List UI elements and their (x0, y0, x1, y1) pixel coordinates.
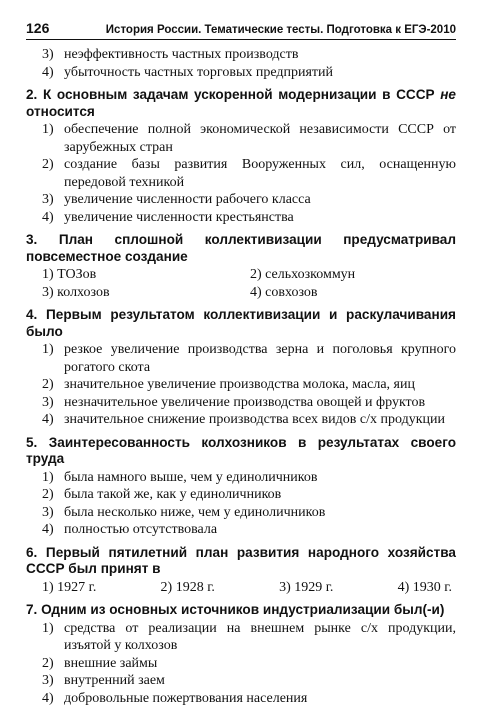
answer-option: 4) полностью отсутствовала (42, 522, 218, 537)
question-4 (26, 307, 456, 429)
question-2 (26, 87, 456, 226)
answer-option: 3) увеличение численности рабочего класса (42, 192, 311, 207)
answer-option: 2) значительное увеличение производства молока, масла, яиц (42, 377, 415, 392)
question-title: 2. К основным задачам ускоренной модернизации в СССР не относится (26, 87, 456, 119)
question-3 (26, 232, 456, 301)
answer-option: 4) совхозов (250, 284, 318, 300)
answer-option: 3) была несколько ниже, чем у единоличников (42, 504, 326, 520)
answer-option: 1) обеспечение полной экономической независимости СССР от зарубежных стран (42, 122, 456, 155)
answer-option: 2) сельхозкоммун (250, 267, 356, 282)
answer-grid (26, 266, 456, 301)
answer-option: 1) была намного выше, чем у единоличников (42, 469, 318, 485)
question-5 (26, 435, 456, 539)
page-header (26, 20, 456, 40)
answer-option: 2) была такой же, как у единоличников (42, 487, 282, 502)
answer-option: 4) значительное снижение производства всех видов с/х продукции (42, 412, 445, 427)
running-title: История России. Тематические тесты. Подготовка к ЕГЭ-2010 (105, 24, 456, 36)
page-number: 126 (26, 20, 50, 36)
answer-option: 4) 1930 г. (397, 579, 452, 595)
answer-option: 2) создание базы развития Вооруженных сил, оснащенную передовой техникой (42, 157, 456, 190)
answer-row (26, 579, 456, 597)
question-title: 4. Первым результатом коллективизации и раскулачивания было (26, 307, 456, 339)
question-title: 3. План сплошной коллективизации предусматривал повсеместное создание (26, 232, 456, 264)
answer-option: 3) незначительное увеличение производства овощей и фруктов (42, 394, 426, 410)
answer-option: 1) ТОЗов (42, 267, 97, 282)
answer-option: 4) увеличение численности крестьянства (42, 209, 294, 225)
answer-option: 3) 1929 г. (279, 579, 334, 595)
answer-option: 2) 1928 г. (160, 579, 215, 595)
question-title: 6. Первый пятилетний план развития народного хозяйства СССР был принят в (26, 544, 456, 576)
question-1-tail (26, 46, 456, 81)
answer-option: 3) колхозов (42, 284, 110, 300)
question-title: 5. Заинтересованность колхозников в результатах своего труда (26, 434, 456, 466)
answer-option: 2) внешние займы (42, 655, 158, 671)
answer-option: 3) внутренний заем (42, 673, 165, 688)
question-title: 7. Одним из основных источников индустриализации был(-и) (26, 602, 445, 617)
answer-option: 1) резкое увеличение производства зерна и поголовья крупного рогатого скота (42, 342, 456, 375)
answer-option: 3) неэффективность частных производств (42, 47, 299, 62)
question-6 (26, 545, 456, 597)
negation-emphasis: не (440, 87, 456, 102)
question-7 (26, 602, 456, 707)
answer-option: 1) средства от реализации на внешнем рынке с/х продукции, изъятой у колхозов (42, 620, 456, 653)
answer-option: 1) 1927 г. (42, 579, 97, 595)
answer-option: 4) убыточность частных торговых предприятий (42, 64, 334, 80)
answer-option: 4) добровольные пожертвования населения (42, 690, 308, 706)
